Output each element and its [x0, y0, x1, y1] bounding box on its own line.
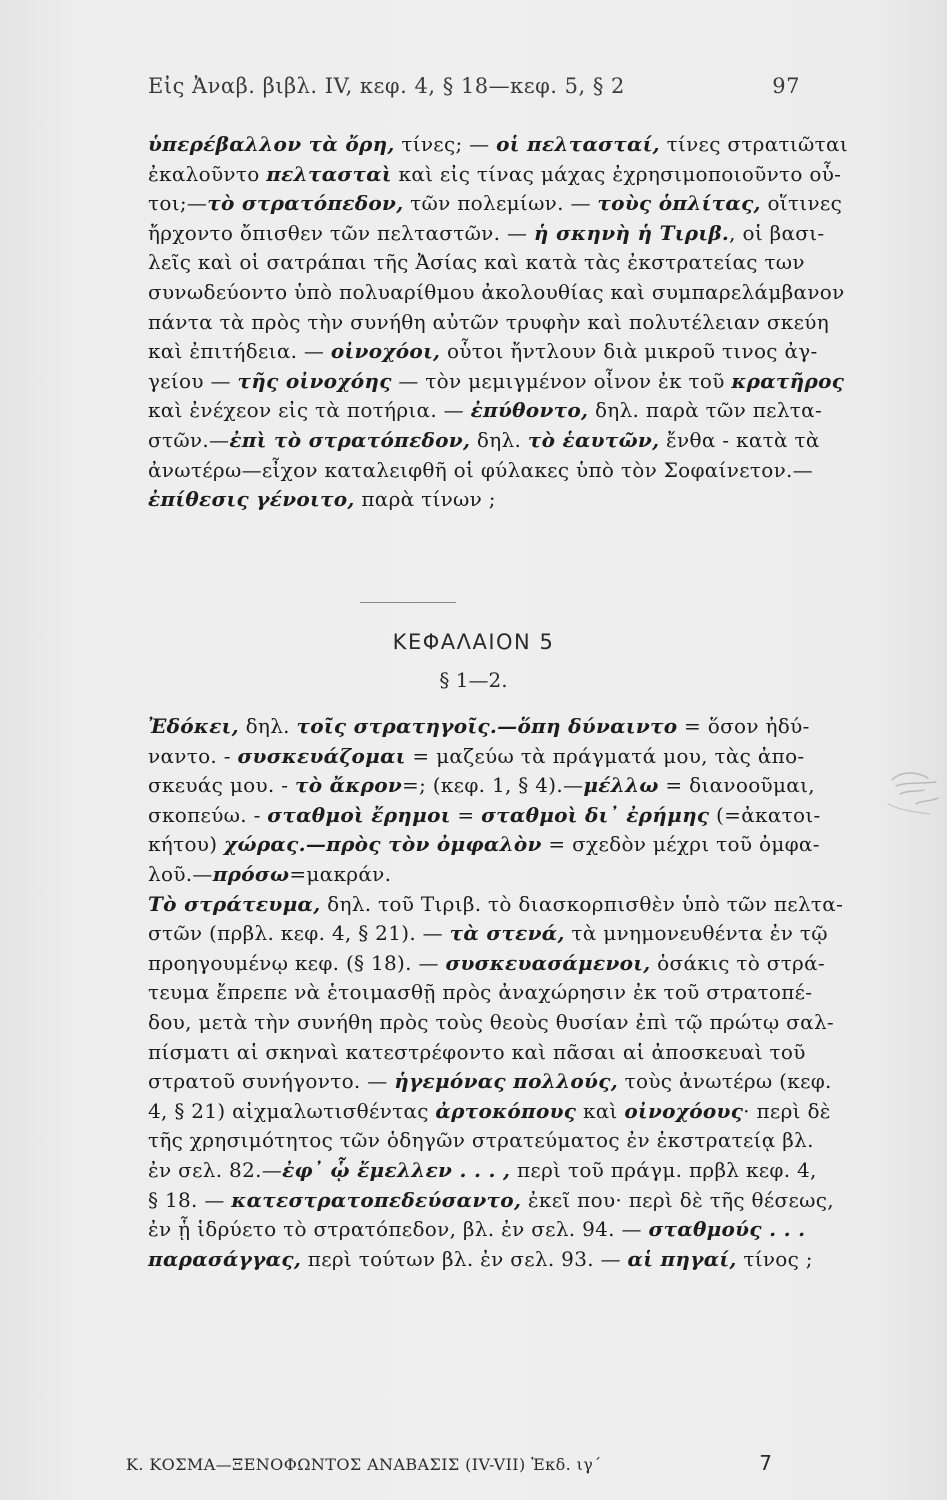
commentary-text: ἔνθα - κατὰ τὰ [659, 427, 820, 452]
page-number: 97 [772, 74, 800, 98]
lemma-term: ὑπερέβαλλον τὰ ὄρη, [148, 132, 395, 156]
lemma-term: συσκευάζομαι [237, 743, 406, 768]
lemma-term: ἡγεμόνας πολλούς, [394, 1069, 618, 1094]
lemma-term: Ἐδόκει, [148, 714, 239, 738]
commentary-text: = [450, 802, 482, 827]
commentary-text: § 18. — [148, 1187, 232, 1212]
commentary-text: ἐν ᾗ ἱδρύετο τὸ στρατόπεδον, βλ. ἐν σελ. 94. — [148, 1217, 649, 1242]
text-line [148, 1038, 806, 1068]
commentary-block-2 [148, 712, 844, 1274]
lemma-term: ἐπύθοντο, [470, 398, 589, 423]
commentary-text: καὶ εἰς τίνας μάχας ἐχρησιμοποιοῦντο οὗ- [391, 161, 842, 186]
lemma-term: ἡ σκηνὴ ἡ Τιριβ. [533, 220, 730, 245]
text-line [148, 367, 845, 397]
text-line [148, 801, 821, 831]
chapter-heading: ΚΕΦΑΛΑΙΟΝ 5 [392, 630, 555, 654]
commentary-text: =μακράν. [289, 861, 392, 886]
commentary-text: καὶ [576, 1098, 625, 1123]
text-line [148, 278, 845, 308]
commentary-text: δηλ. [238, 714, 297, 738]
commentary-text: στῶν.— [148, 427, 230, 452]
lemma-term: τοῖς στρατηγοῖς.—ὅπη δύναιντο [296, 714, 678, 738]
commentary-text: τῶν πολεμίων. — [403, 191, 598, 216]
commentary-text: καὶ ἐνέχεον εἰς τὰ ποτήρια. — [148, 398, 471, 423]
commentary-text: οἵτινες [760, 191, 843, 216]
commentary-text: τίνος ; [736, 1246, 813, 1271]
text-line [148, 456, 813, 486]
commentary-text: καὶ ἐπιτήδεια. — [148, 339, 331, 364]
text-line [148, 1156, 817, 1186]
text-line [148, 130, 848, 160]
text-line [148, 189, 843, 219]
commentary-text: τοὺς ἀνωτέρω (κεφ. [617, 1069, 832, 1094]
lemma-term: τὰ στενά, [449, 921, 565, 946]
lemma-term: κατεστρατοπεδεύσαντο, [231, 1187, 522, 1212]
text-line [148, 426, 820, 456]
commentary-text: περὶ τούτων βλ. ἐν σελ. 93. — [301, 1246, 628, 1271]
lemma-term: κρατῆρος [731, 368, 845, 393]
commentary-text: τίνες; — [394, 132, 497, 156]
commentary-text: ἐκεῖ που· περὶ δὲ τῆς θέσεως, [521, 1187, 834, 1212]
text-line [148, 919, 828, 949]
commentary-text: κήτου) [148, 832, 225, 857]
lemma-term: μέλλω [583, 773, 659, 798]
text-line [148, 712, 810, 742]
margin-pencil-note [880, 764, 944, 822]
section-divider [360, 602, 456, 603]
text-line [148, 485, 800, 515]
text-line [148, 1126, 814, 1156]
commentary-text: — τὸν μεμιγμένον οἶνον ἐκ τοῦ [391, 368, 732, 393]
commentary-text: ναντο. - [148, 743, 238, 768]
commentary-text: στῶν (πρβλ. κεφ. 4, § 21). — [148, 921, 450, 946]
commentary-text: προηγουμένῳ κεφ. (§ 18). — [148, 950, 446, 975]
text-line [148, 860, 800, 890]
lemma-term: πρόσω [212, 861, 290, 886]
lemma-term: τὸ στρατόπεδον, [207, 191, 404, 216]
lemma-term: χώρας.—πρὸς τὸν ὀμφαλὸν [224, 832, 542, 857]
commentary-text: παρὰ τίνων ; [354, 487, 496, 512]
commentary-text: στρατοῦ συνήγοντο. — [148, 1069, 395, 1094]
lemma-term: ἀρτοκόπους [435, 1098, 577, 1123]
text-line [148, 830, 820, 860]
commentary-text: , οἱ βασι- [729, 220, 825, 245]
commentary-text: =; (κεφ. 1, § 4).— [402, 773, 584, 798]
commentary-text: ἀνωτέρω—εἶχον καταλειφθῆ οἱ φύλακες ὑπὸ τὸν Σοφαίνετον.— [148, 457, 813, 482]
text-line [148, 337, 818, 367]
commentary-text: τοι;— [148, 191, 208, 216]
lemma-term: τῆς οἰνοχόης [237, 368, 392, 393]
commentary-text: · περὶ δὲ [743, 1098, 831, 1123]
commentary-text: ἐκαλοῦντο [148, 161, 267, 186]
lemma-term: σταθμοὶ ἔρημοι [267, 802, 451, 827]
printer-signature: Κ. ΚΟΣΜΑ—ΞΕΝΟΦΩΝΤΟΣ ΑΝΑΒΑΣΙΣ (IV-VII) Ἐκδ. ιγ΄ [126, 1455, 602, 1474]
text-line [148, 160, 842, 190]
text-line [148, 1097, 831, 1127]
commentary-text: 4, § 21) αἰχμαλωτισθέντας [148, 1098, 436, 1123]
commentary-text: τῆς χρησιμότητος τῶν ὁδηγῶν στρατεύματος ἐν ἐκστρατείᾳ βλ. [148, 1128, 814, 1153]
lemma-term: τὸ ἑαυτῶν, [527, 427, 660, 452]
commentary-text: σκευάς μου. - [148, 773, 295, 798]
commentary-text: λεῖς καὶ οἱ σατράπαι τῆς Ἀσίας καὶ κατὰ τὰς ἐκστρατείας των [148, 250, 805, 275]
lemma-term: ἐπὶ τὸ στρατόπεδον, [229, 427, 471, 452]
commentary-text: δου, μετὰ τὴν συνήθη πρὸς τοὺς θεοὺς θυσίαν ἐπὶ τῷ πρώτῳ σαλ- [148, 1009, 834, 1034]
text-line [148, 1186, 834, 1216]
lemma-term: τὸ ἄκρον [294, 773, 403, 798]
text-line [148, 219, 825, 249]
commentary-text: = μαζεύω τὰ πράγματά μου, τὰς ἀπο- [405, 743, 805, 768]
commentary-text: = ὅσον ἠδύ- [677, 714, 810, 738]
commentary-text: ἤρχοντο ὄπισθεν τῶν πελταστῶν. — [148, 220, 534, 245]
lemma-term: τοὺς ὁπλίτας, [597, 191, 761, 216]
lemma-term: σταθμοὶ δι᾽ ἐρήμης [481, 802, 710, 827]
running-title: Εἰς Ἀναβ. βιβλ. IV, κεφ. 4, § 18—κεφ. 5, § 2 [148, 74, 625, 98]
commentary-text: = διανοοῦμαι, [658, 773, 815, 798]
lemma-term: σταθμούς . . . [648, 1217, 806, 1242]
commentary-text: τίνες στρατιῶται [659, 132, 848, 156]
commentary-text: περὶ τοῦ πράγμ. πρβλ κεφ. 4, [510, 1157, 817, 1182]
text-line [148, 890, 844, 920]
text-line [148, 742, 805, 772]
commentary-text: πίσματι αἱ σκηναὶ κατεστρέφοντο καὶ πᾶσαι αἱ ἀποσκευαὶ τοῦ [148, 1039, 806, 1064]
text-line [148, 771, 815, 801]
commentary-text: ἐν σελ. 82.— [148, 1157, 283, 1182]
commentary-text: γείου — [148, 368, 238, 393]
commentary-text: δηλ. [470, 427, 528, 452]
text-line [148, 1067, 832, 1097]
lemma-term: παρασάγγας, [148, 1246, 302, 1271]
commentary-text: ὁσάκις τὸ στρά- [650, 950, 825, 975]
text-line [148, 978, 813, 1008]
commentary-text: οὗτοι ἤντλουν διὰ μικροῦ τινος ἀγ- [440, 339, 818, 364]
commentary-text: τευμα ἔπρεπε νὰ ἑτοιμασθῇ πρὸς ἀναχώρησιν ἐκ τοῦ στρατοπέ- [148, 980, 813, 1005]
text-line [148, 1245, 813, 1275]
text-line [148, 248, 805, 278]
commentary-text: δηλ. τοῦ Τιριβ. τὸ διασκορπισθὲν ὑπὸ τῶν πελτα- [320, 891, 844, 916]
text-line [148, 949, 825, 979]
commentary-text: συνωδεύοντο ὑπὸ πολυαρίθμου ἀκολουθίας καὶ συμπαρελάμβανον [148, 279, 845, 304]
text-line [148, 396, 823, 426]
commentary-text: σκοπεύω. - [148, 802, 268, 827]
lemma-term: αἱ πηγαί, [627, 1246, 737, 1271]
lemma-term: συσκευασάμενοι, [445, 950, 651, 975]
lemma-term: ἐπίθεσις γένοιτο, [148, 487, 355, 512]
lemma-term: Τὸ στράτευμα, [148, 891, 321, 916]
commentary-text: (=ἀκατοι- [709, 802, 821, 827]
commentary-text: πάντα τὰ πρὸς τὴν συνήθη αὐτῶν τρυφὴν καὶ πολυτέλειαν σκεύη [148, 309, 830, 334]
commentary-text: τὰ μνημονευθέντα ἐν τῷ [564, 921, 828, 946]
text-line [148, 308, 830, 338]
lemma-term: οἰνοχόους [624, 1098, 744, 1123]
text-line [148, 1008, 834, 1038]
lemma-term: οἰνοχόοι, [330, 339, 441, 364]
lemma-term: ἐφ᾽ ᾧ ἔμελλεν . . . , [282, 1157, 511, 1182]
commentary-text: = σχεδὸν μέχρι τοῦ ὀμφα- [541, 832, 820, 857]
lemma-term: πελτασταὶ [266, 161, 392, 186]
sheet-number: 7 [759, 1451, 772, 1475]
section-heading: § 1—2. [439, 668, 508, 692]
commentary-text: δηλ. παρὰ τῶν πελτα- [588, 398, 823, 423]
lemma-term: οἱ πελτασταί, [496, 132, 660, 156]
commentary-block-1 [148, 130, 848, 515]
text-line [148, 1215, 806, 1245]
commentary-text: λοῦ.— [148, 861, 213, 886]
